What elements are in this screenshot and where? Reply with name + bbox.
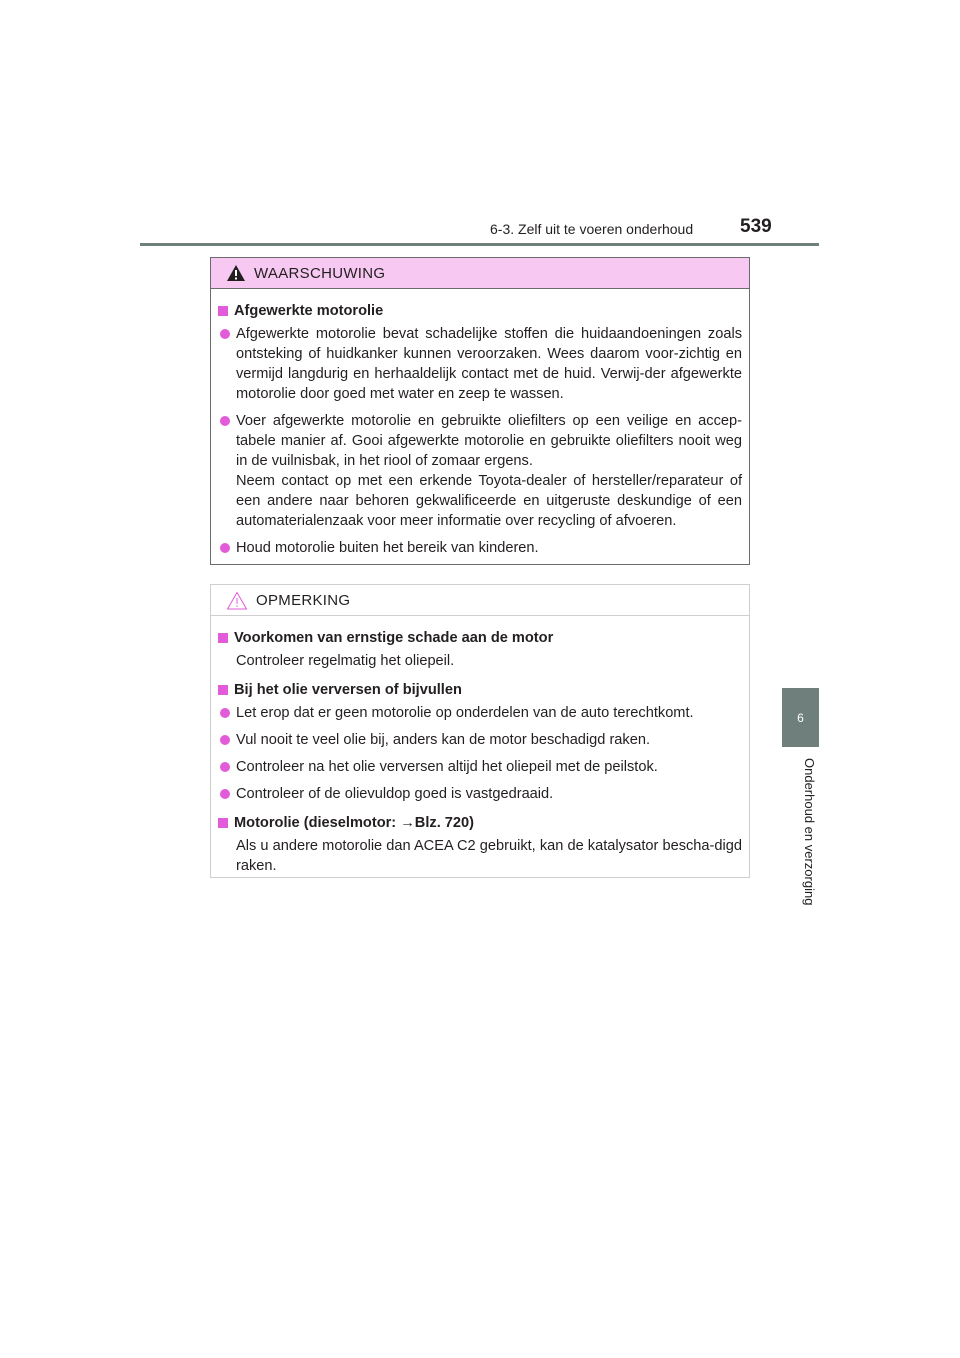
notice-body <box>211 616 749 876</box>
notice-section-text: Controleer regelmatig het oliepeil. <box>236 653 455 669</box>
notice-section-title: Bij het olie verversen of bijvullen <box>218 680 742 700</box>
header-rule <box>140 243 819 246</box>
warning-triangle-icon <box>226 264 246 282</box>
list-item: Voer afgewerkte motorolie en gebruikte oliefilters op een veilige en accep-tabele manier af. Gooi afgewerkte motorolie en gebruikte oliefilters nooit weg in de vuilnisbak, in het riool of zomaar ergens. Neem contact op met een erkende Toyota-dealer of hersteller/reparateur of een andere naar behoren gekwalificeerde en uitgeruste deskundige of een automaterialenzaak voor meer informatie over recycling of afvoeren. <box>218 411 742 531</box>
notice-header <box>211 585 749 616</box>
round-bullet-icon <box>220 735 230 745</box>
notice-box <box>210 584 750 878</box>
warning-header <box>211 258 749 289</box>
notice-section-title: Motorolie (dieselmotor: →Blz. 720) <box>218 813 742 833</box>
notice-section-title: Voorkomen van ernstige schade aan de motor <box>218 628 742 648</box>
round-bullet-icon <box>220 708 230 718</box>
chapter-tab[interactable] <box>782 688 819 747</box>
square-bullet-icon <box>218 306 228 316</box>
list-item: Let erop dat er geen motorolie op onderdelen van de auto terechtkomt. <box>218 703 742 723</box>
warning-triangle-outline-icon <box>226 591 248 610</box>
warning-title: WAARSCHUWING <box>254 264 386 282</box>
notice-section-text: Als u andere motorolie dan ACEA C2 gebruikt, kan de katalysator bescha-digd raken. <box>236 838 742 874</box>
notice-title: OPMERKING <box>256 591 351 609</box>
list-item: Afgewerkte motorolie bevat schadelijke stoffen die huidaandoeningen zoals ontsteking of huidkanker kunnen veroorzaken. Wees daarom voor-zichtig en vermijd langdurig en herhaaldelijk contact met de huid. Verwij-der afgewerkte motorolie door goed met water en zeep te wassen. <box>218 324 742 404</box>
round-bullet-icon <box>220 329 230 339</box>
square-bullet-icon <box>218 633 228 643</box>
page-number: 539 <box>740 216 772 237</box>
chapter-label: Onderhoud en verzorging <box>802 758 817 906</box>
list-item: Houd motorolie buiten het bereik van kinderen. <box>218 538 742 558</box>
round-bullet-icon <box>220 789 230 799</box>
list-item: Controleer of de olievuldop goed is vastgedraaid. <box>218 784 742 804</box>
chapter-number: 6 <box>797 710 804 725</box>
round-bullet-icon <box>220 543 230 553</box>
square-bullet-icon <box>218 818 228 828</box>
warning-section-title: Afgewerkte motorolie <box>218 301 742 321</box>
list-item: Controleer na het olie verversen altijd het oliepeil met de peilstok. <box>218 757 742 777</box>
list-item: Vul nooit te veel olie bij, anders kan de motor beschadigd raken. <box>218 730 742 750</box>
square-bullet-icon <box>218 685 228 695</box>
warning-body <box>211 289 749 558</box>
round-bullet-icon <box>220 416 230 426</box>
warning-box <box>210 257 750 565</box>
running-header-section: 6-3. Zelf uit te voeren onderhoud <box>490 221 694 237</box>
round-bullet-icon <box>220 762 230 772</box>
